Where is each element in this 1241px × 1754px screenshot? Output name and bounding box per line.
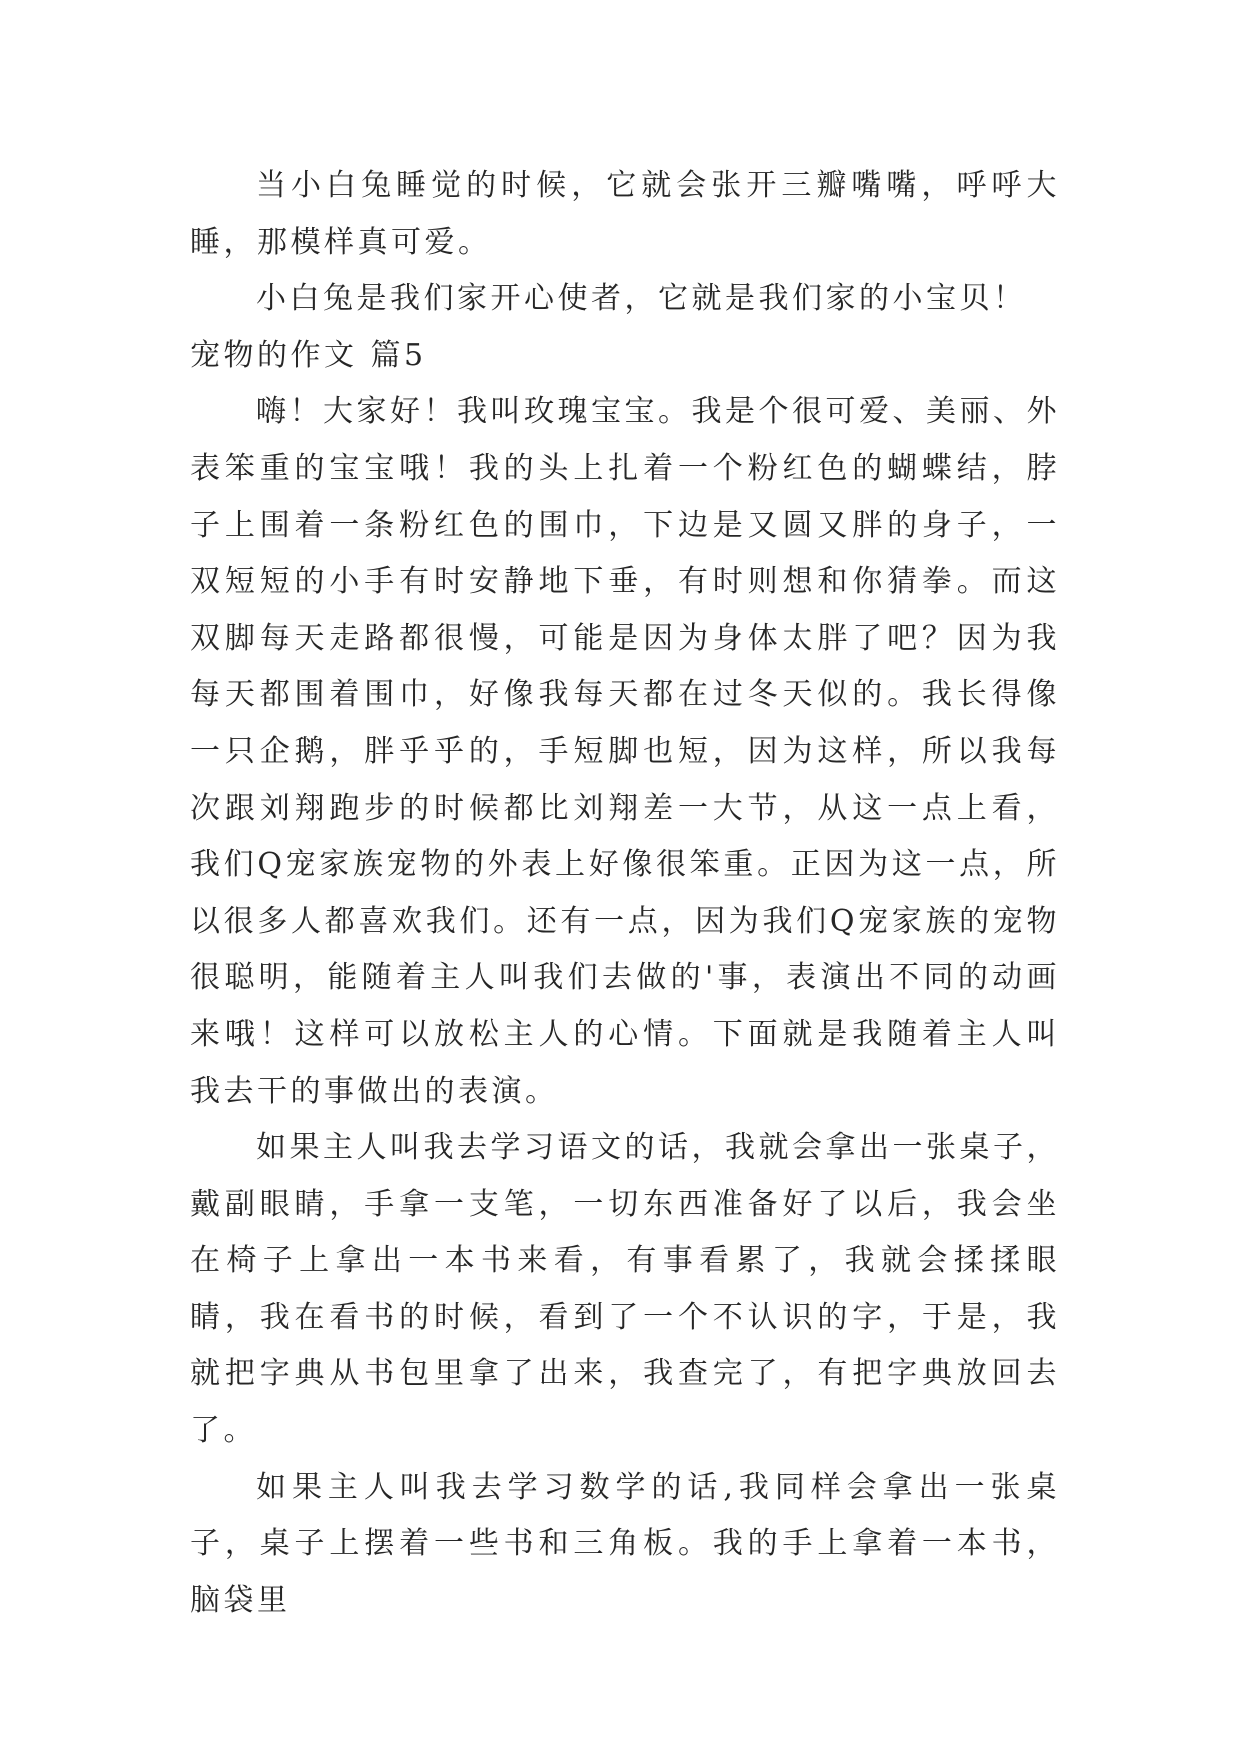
paragraph-math-study: 如果主人叫我去学习数学的话,我同样会拿出一张桌子，桌子上摆着一些书和三角板。我的手上拿着一本书，脑袋里 [190,1469,1060,1618]
paragraph-rose-baby-intro: 嗨！大家好！我叫玫瑰宝宝。我是个很可爱、美丽、外表笨重的宝宝哦！我的头上扎着一个粉红色的蝴蝶结，脖子上围着一条粉红色的围巾，下边是又圆又胖的身子，一双短短的小手有时安静地下垂，有时则想和你猜拳。而这双脚每天走路都很慢，可能是因为身体太胖了吧？因为我每天都围着围巾，好像我每天都在过冬天似的。我长得像一只企鹅，胖乎乎的，手短脚也短，因为这样，所以我每次跟刘翔跑步的时候都比刘翔差一大节，从这一点上看，我们Q宠家族宠物的外表上好像很笨重。正因为这一点，所以很多人都喜欢我们。还有一点，因为我们Q宠家族的宠物很聪明，能随着主人叫我们去做的'事，表演出不同的动画来哦！这样可以放松主人的心情。下面就是我随着主人叫我去干的事做出的表演。 [190,394,1060,1109]
paragraph-rabbit-sleeping: 当小白兔睡觉的时候，它就会张开三瓣嘴嘴，呼呼大睡，那模样真可爱。 [190,168,1060,260]
section-heading: 宠物的作文 篇5 [190,337,427,373]
paragraph-rabbit-happiness: 小白兔是我们家开心使者，它就是我们家的小宝贝！ [256,281,1027,317]
paragraph-chinese-study: 如果主人叫我去学习语文的话，我就会拿出一张桌子，戴副眼睛，手拿一支笔，一切东西准备好了以后，我会坐在椅子上拿出一本书来看，有事看累了，我就会揉揉眼睛，我在看书的时候，看到了一个不认识的字，于是，我就把字典从书包里拿了出来，我查完了，有把字典放回去了。 [190,1130,1060,1449]
document-body [190,158,1060,1629]
